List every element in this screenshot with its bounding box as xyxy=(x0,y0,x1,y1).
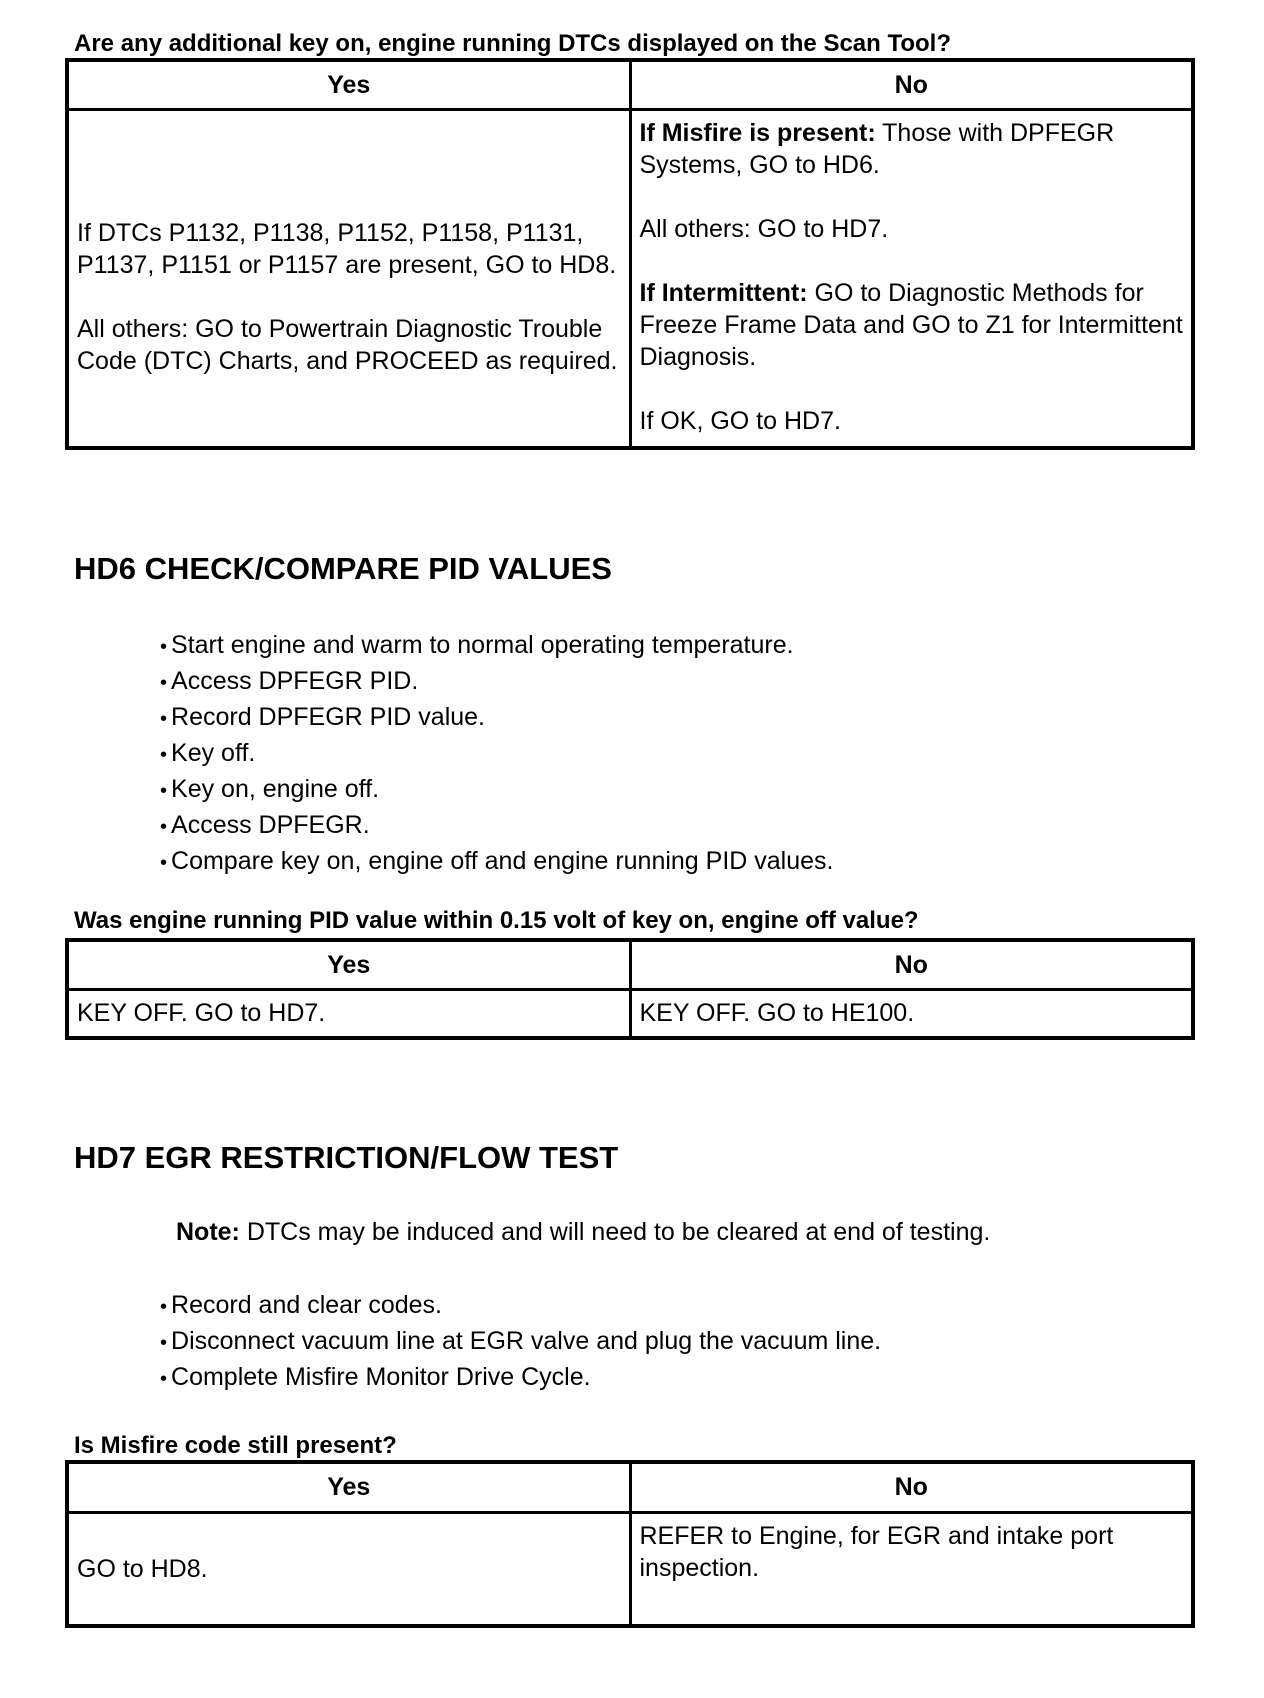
yes-cell xyxy=(67,110,630,448)
step: • Disconnect vacuum line at EGR valve and plug the vacuum line. xyxy=(160,1324,881,1360)
decision-table-hd7 xyxy=(65,1460,1195,1628)
no-cell xyxy=(630,110,1193,448)
step: • Access DPFEGR PID. xyxy=(160,664,834,700)
header-no: No xyxy=(630,60,1193,110)
yes-all-others: All others: GO to Powertrain Diagnostic Trouble Code (DTC) Charts, and PROCEED as required. xyxy=(77,315,618,376)
hd6-steps xyxy=(160,628,834,880)
hd6-question: Was engine running PID value within 0.15 volt of key on, engine off value? xyxy=(74,907,919,934)
header-no: No xyxy=(630,940,1193,990)
hd7-note: Note: DTCs may be induced and will need to be cleared at end of testing. xyxy=(176,1218,991,1246)
step: • Key off. xyxy=(160,736,834,772)
step: • Compare key on, engine off and engine running PID values. xyxy=(160,844,834,880)
yes-cell: KEY OFF. GO to HD7. xyxy=(67,990,630,1038)
yes-dtc-list: If DTCs P1132, P1138, P1152, P1158, P1131, P1137, P1151 or P1157 are present, GO to HD8. xyxy=(77,219,617,280)
decision-table-hd6 xyxy=(65,938,1195,1040)
yes-cell: GO to HD8. xyxy=(67,1512,630,1626)
step: • Access DPFEGR. xyxy=(160,808,834,844)
no-if-ok: If OK, GO to HD7. xyxy=(639,407,841,435)
step: • Record DPFEGR PID value. xyxy=(160,700,834,736)
hd7-heading: HD7 EGR RESTRICTION/FLOW TEST xyxy=(74,1140,619,1175)
no-misfire: If Misfire is present: Those with DPFEGR Systems, GO to HD6. xyxy=(639,119,1115,179)
no-all-others: All others: GO to HD7. xyxy=(639,215,889,243)
question-additional-dtcs: Are any additional key on, engine running DTCs displayed on the Scan Tool? xyxy=(74,30,951,57)
step: • Complete Misfire Monitor Drive Cycle. xyxy=(160,1360,881,1396)
decision-table-additional-dtcs xyxy=(65,58,1195,450)
hd6-heading: HD6 CHECK/COMPARE PID VALUES xyxy=(74,551,612,586)
header-no: No xyxy=(630,1462,1193,1512)
header-yes: Yes xyxy=(67,1462,630,1512)
hd7-question: Is Misfire code still present? xyxy=(74,1432,397,1459)
step: • Record and clear codes. xyxy=(160,1288,881,1324)
no-cell: KEY OFF. GO to HE100. xyxy=(630,990,1193,1038)
header-yes: Yes xyxy=(67,940,630,990)
step: • Key on, engine off. xyxy=(160,772,834,808)
hd7-steps xyxy=(160,1288,881,1396)
header-yes: Yes xyxy=(67,60,630,110)
no-intermittent: If Intermittent: GO to Diagnostic Methods for Freeze Frame Data and GO to Z1 for Intermittent Diagnosis. xyxy=(639,279,1183,371)
step: • Start engine and warm to normal operating temperature. xyxy=(160,628,834,664)
no-cell: REFER to Engine, for EGR and intake port inspection. xyxy=(630,1512,1193,1626)
